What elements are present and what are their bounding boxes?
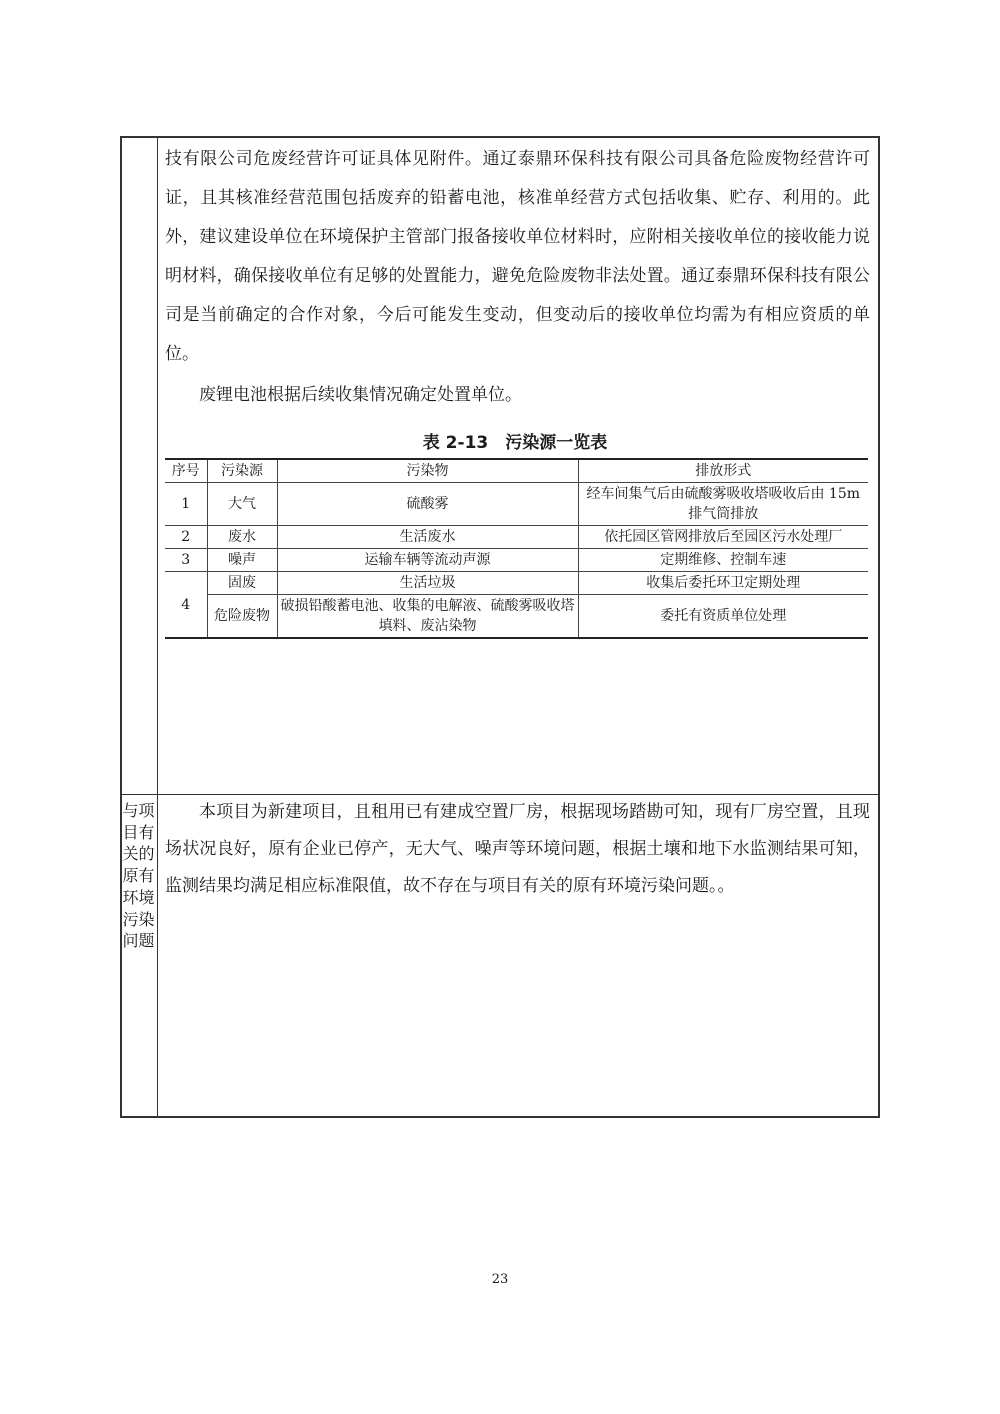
- paragraph-lithium-battery: 废锂电池根据后续收集情况确定处置单位。: [199, 385, 522, 405]
- header-pollutant: 污染物: [277, 459, 578, 483]
- cell-pollutant: 硫酸雾: [277, 483, 578, 526]
- section-side-label: 与项目有关的原有环境污染问题: [122, 801, 155, 951]
- table-row: [165, 572, 868, 595]
- page-number: 23: [491, 1272, 509, 1287]
- table-row: [165, 526, 868, 549]
- table-row: [165, 549, 868, 572]
- cell-no: 3: [165, 549, 207, 572]
- cell-no: 1: [165, 483, 207, 526]
- table-row: [165, 595, 868, 639]
- cell-pollutant: 生活垃圾: [277, 572, 578, 595]
- cell-no: 4: [165, 572, 207, 639]
- cell-discharge: 收集后委托环卫定期处理: [578, 572, 868, 595]
- cell-pollutant: 破损铅酸蓄电池、收集的电解液、硫酸雾吸收塔填料、废沾染物: [277, 595, 578, 639]
- cell-source: 危险废物: [207, 595, 277, 639]
- paragraph-hazardous-waste-license: 技有限公司危废经营许可证具体见附件。通辽泰鼎环保科技有限公司具备危险废物经营许可证，且其核准经营范围包括废弃的铅蓄电池，核准单经营方式包括收集、贮存、利用的。此外，建议建设单位在环境保护主管部门报备接收单位材料时，应附相关接收单位的接收能力说明材料，确保接收单位有足够的处置能力，避免危险废物非法处置。通辽泰鼎环保科技有限公司是当前确定的合作对象，今后可能发生变动，但变动后的接收单位均需为有相应资质的单位。: [165, 149, 870, 364]
- cell-source: 固废: [207, 572, 277, 595]
- cell-discharge: 依托园区管网排放后至园区污水处理厂: [578, 526, 868, 549]
- paragraph-existing-pollution: 本项目为新建项目，且租用已有建成空置厂房，根据现场踏勘可知，现有厂房空置，且现场状况良好，原有企业已停产，无大气、噪声等环境问题，根据土壤和地下水监测结果可知，监测结果均满足相应标准限值，故不存在与项目有关的原有环境污染问题。。: [165, 802, 870, 896]
- header-no: 序号: [165, 459, 207, 483]
- cell-no: 2: [165, 526, 207, 549]
- table-caption: 表 2-13 污染源一览表: [422, 433, 608, 453]
- cell-pollutant: 运输车辆等流动声源: [277, 549, 578, 572]
- pollution-source-table: [165, 458, 868, 639]
- table-header-row: [165, 459, 868, 483]
- frame-column-divider: [157, 138, 158, 1116]
- cell-source: 大气: [207, 483, 277, 526]
- header-discharge: 排放形式: [578, 459, 868, 483]
- cell-source: 噪声: [207, 549, 277, 572]
- table-row: [165, 483, 868, 526]
- header-source: 污染源: [207, 459, 277, 483]
- cell-pollutant: 生活废水: [277, 526, 578, 549]
- cell-discharge: 委托有资质单位处理: [578, 595, 868, 639]
- cell-source: 废水: [207, 526, 277, 549]
- cell-discharge: 定期维修、控制车速: [578, 549, 868, 572]
- cell-discharge: 经车间集气后由硫酸雾吸收塔吸收后由 15m 排气筒排放: [578, 483, 868, 526]
